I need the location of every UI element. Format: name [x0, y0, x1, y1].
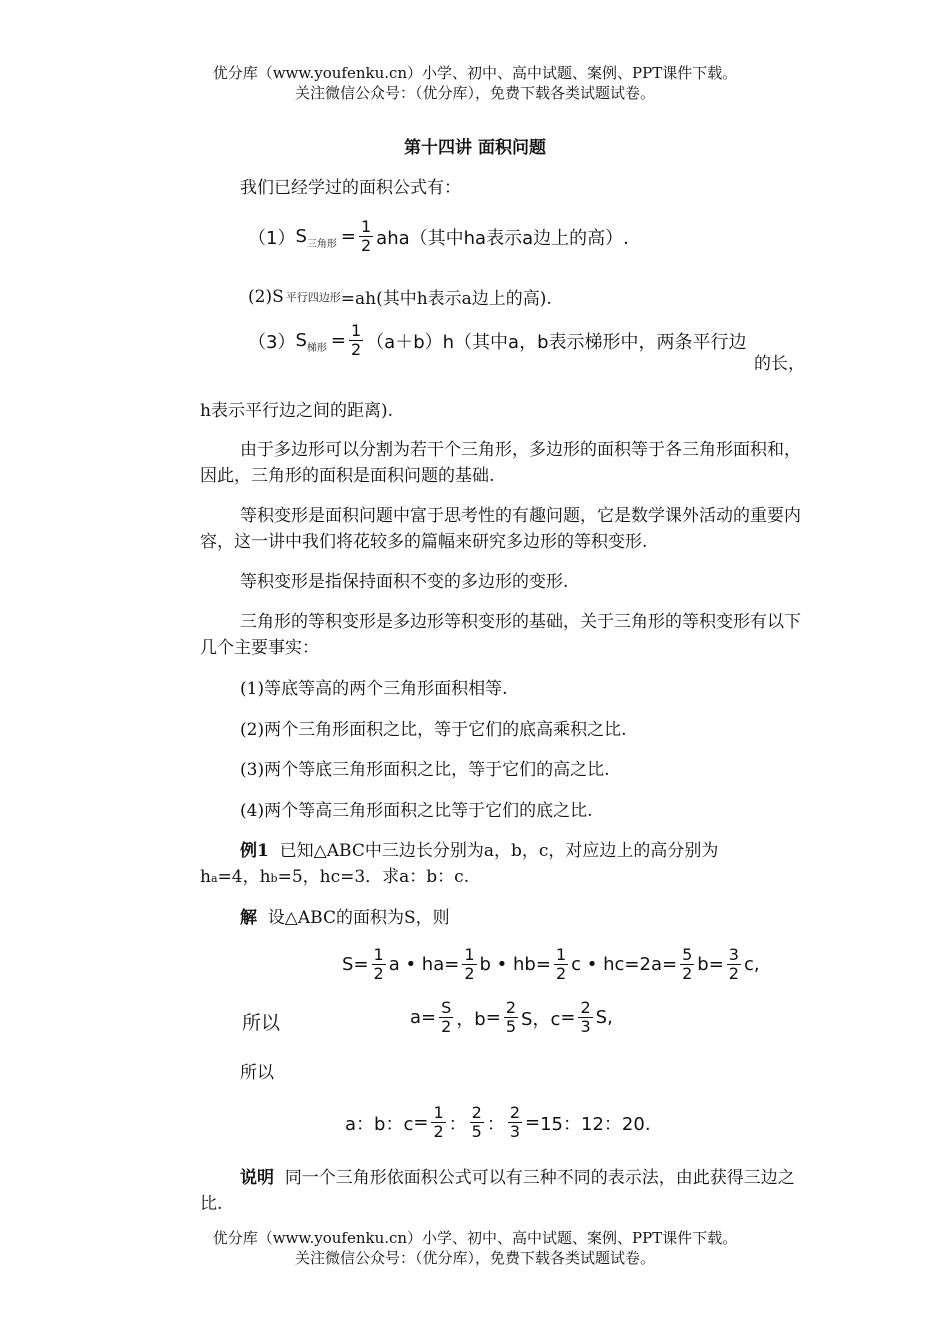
formula-label: （3）	[248, 331, 296, 353]
formula-eq: =	[330, 330, 346, 351]
header-line-2: 关注微信公众号：（优分库），免费下载各类试题试卷。	[294, 84, 655, 102]
formula-parallelogram-area	[248, 284, 552, 309]
fraction	[680, 946, 694, 983]
suoyi-label-2: 所以	[240, 1063, 274, 1083]
eq-colon: ：	[448, 1113, 467, 1135]
equation-area-relations	[342, 946, 760, 983]
height-b-sub: b	[270, 872, 278, 885]
note-text: 同一个三角形依面积公式可以有三种不同的表示法，由此获得三边之比.	[200, 1168, 795, 1214]
fraction-one-half	[349, 322, 363, 359]
paragraph-1: 由于多边形可以分割为若干个三角形，多边形的面积等于各三角形面积和，因此，三角形的面积是面积问题的基础.	[200, 440, 801, 486]
fraction	[470, 1104, 484, 1141]
page-footer	[0, 1228, 950, 1268]
eq-sign: =	[485, 1007, 501, 1028]
height-a-value: =4，	[217, 867, 260, 887]
fraction-numerator: 1	[433, 1103, 444, 1122]
eq-colon: ：	[486, 1113, 505, 1135]
eq-sign: =	[444, 954, 460, 975]
intro-text: 我们已经学过的面积公式有：	[240, 178, 461, 198]
formula-3-tail: 的长，	[754, 354, 805, 374]
example-1	[200, 838, 810, 892]
fraction-denominator: 2	[360, 236, 372, 255]
eq-term: c,	[743, 954, 760, 975]
fraction-denominator: 5	[505, 1017, 517, 1036]
eq-term: a • ha	[388, 954, 445, 975]
fraction-numerator: 1	[464, 945, 475, 964]
height-b-value: =5，hc=3．求a：b：c.	[277, 867, 470, 887]
fraction-numerator: 1	[555, 945, 567, 964]
eq-sign: =	[413, 1112, 429, 1133]
eq-sign: =	[661, 954, 678, 975]
formula-trapezoid-area	[248, 322, 747, 359]
formula-body: （a＋b）h（其中a，b表示梯形中，两条平行边	[366, 331, 747, 353]
equation-sides	[410, 999, 613, 1036]
fraction-numerator: 1	[350, 321, 362, 340]
formula-s: S	[295, 330, 307, 351]
fraction	[504, 999, 518, 1036]
fraction-numerator: 1	[360, 217, 372, 236]
fraction-denominator: 2	[555, 964, 567, 983]
eq-term: S,	[595, 1007, 613, 1028]
fact-1: (1)等底等高的两个三角形面积相等.	[240, 679, 508, 699]
fraction-numerator: 2	[505, 998, 517, 1017]
paragraph-4: 三角形的等积变形是多边形等积变形的基础，关于三角形的等积变形有以下几个主要事实：	[200, 612, 801, 658]
eq-sign: =	[624, 954, 640, 975]
eq-term: a：b：c	[345, 1113, 414, 1135]
fraction-denominator: 2	[433, 1122, 444, 1141]
solution-line	[240, 905, 810, 931]
formula-subscript: 三角形	[306, 239, 337, 250]
height-a: h	[200, 867, 211, 887]
eq-term: c • hc	[571, 954, 625, 975]
paragraph-3: 等积变形是指保持面积不变的多边形的变形.	[240, 572, 569, 592]
fraction-denominator: 2	[682, 964, 693, 983]
fraction-numerator: 1	[373, 945, 384, 964]
footer-line-2: 关注微信公众号：（优分库），免费下载各类试题试卷。	[294, 1249, 655, 1267]
fraction-denominator: 2	[441, 1017, 452, 1036]
eq-sign: =	[708, 954, 724, 975]
fraction	[431, 1104, 445, 1141]
fraction-denominator: 3	[509, 1122, 521, 1141]
formula-label: (2)S	[248, 286, 284, 307]
fraction-numerator: 5	[682, 945, 693, 964]
fraction-numerator: 2	[580, 998, 591, 1017]
suoyi-label-1: 所以	[242, 1012, 281, 1034]
eq-term: b	[697, 954, 709, 975]
formula-subscript: 梯形	[306, 343, 327, 354]
formula-body: =ah(其中h表示a边上的高).	[340, 289, 552, 309]
eq-sign: =	[421, 1007, 437, 1028]
fraction	[508, 1104, 522, 1141]
height-a-sub: a	[210, 872, 218, 885]
formula-label: （1）	[248, 227, 296, 249]
footer-line-1: 优分库（www.youfenku.cn）小学、初中、高中试题、案例、PPT课件下载。	[212, 1229, 738, 1247]
fraction-denominator: 2	[728, 964, 739, 983]
fraction-numerator: S	[441, 998, 452, 1017]
eq-term: b • hb	[479, 954, 536, 975]
solution-text: 设△ABC的面积为S，则	[267, 908, 450, 928]
note-paragraph	[200, 1165, 810, 1217]
fraction	[439, 999, 453, 1036]
fraction-denominator: 2	[350, 340, 362, 359]
fraction	[462, 946, 476, 983]
eq-term: 2a	[639, 954, 662, 975]
page-title: 第十四讲 面积问题	[404, 138, 546, 158]
solution-label: 解	[240, 908, 257, 928]
fact-2: (2)两个三角形面积之比，等于它们的底高乘积之比.	[240, 720, 627, 740]
fact-4: (4)两个等高三角形面积之比等于它们的底之比.	[240, 801, 593, 821]
fraction-numerator: 2	[471, 1103, 482, 1122]
header-line-1: 优分库（www.youfenku.cn）小学、初中、高中试题、案例、PPT课件下载。	[212, 64, 738, 82]
eq-term: S，c	[521, 1008, 561, 1030]
fraction	[727, 946, 741, 983]
eq-sign: =	[560, 1007, 576, 1028]
eq-term: a	[410, 1007, 422, 1028]
fraction-denominator: 2	[373, 964, 384, 983]
fraction-numerator: 3	[728, 945, 739, 964]
eq-sign: =	[525, 1112, 541, 1133]
eq-term: ，b	[456, 1008, 486, 1030]
fraction-one-half	[359, 218, 373, 255]
formula-s: S	[295, 226, 307, 247]
fraction	[372, 946, 386, 983]
fraction	[578, 999, 592, 1036]
paragraph-2: 等积变形是面积问题中富于思考性的有趣问题，它是数学课外活动的重要内容，这一讲中我们将花较多的篇幅来研究多边形的等积变形.	[200, 506, 801, 552]
fraction-denominator: 3	[580, 1017, 591, 1036]
equation-ratio	[345, 1104, 651, 1141]
fact-3: (3)两个等底三角形面积之比，等于它们的高之比.	[240, 760, 610, 780]
note-label: 说明	[240, 1168, 274, 1188]
formula-3-continuation: h表示平行边之间的距离).	[200, 401, 393, 421]
formula-subscript: 平行四边形	[285, 290, 341, 304]
fraction-denominator: 2	[464, 964, 475, 983]
fraction-numerator: 2	[509, 1103, 521, 1122]
example-label: 例1	[240, 841, 269, 861]
formula-triangle-area	[248, 218, 629, 255]
fraction	[554, 946, 568, 983]
eq-sign: =	[535, 954, 551, 975]
example-text: 已知△ABC中三边长分别为a，b，c，对应边上的高分别为	[279, 841, 719, 861]
eq-term: 15：12：20.	[540, 1113, 651, 1135]
formula-body: aha（其中ha表示a边上的高）.	[376, 227, 629, 249]
eq-sign: =	[353, 954, 369, 975]
eq-term: S	[342, 954, 354, 975]
height-b: h	[259, 867, 271, 887]
page-header	[0, 63, 950, 103]
formula-eq: =	[340, 226, 356, 247]
fraction-denominator: 5	[471, 1122, 482, 1141]
